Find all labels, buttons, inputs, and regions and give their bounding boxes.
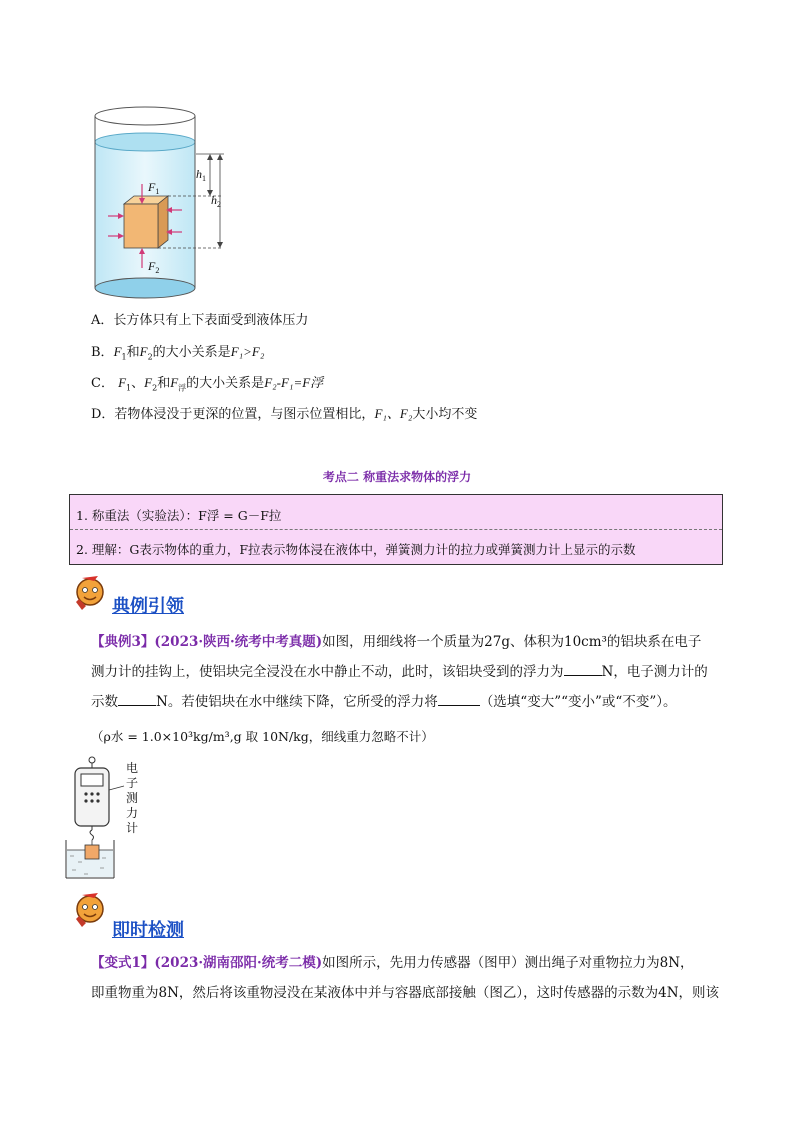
pencil-mascot-icon xyxy=(70,572,110,612)
option-c: C． $F_1$、$F_2$和$F_浮$的大小关系是F₂-F₁=F浮 xyxy=(91,375,324,393)
label-f2-sub: 2 xyxy=(155,266,160,275)
concept-box xyxy=(69,494,723,565)
example-line-2: 测力计的挂钩上，使铝块完全浸没在水中静止不动，此时，该铝块受到的浮力为 N，电子测力计的 xyxy=(91,664,708,680)
option-a: A．长方体只有上下表面受到液体压力 xyxy=(91,313,309,328)
variant-line-1: 【变式1】(2023·湖南邵阳·统考二模)如图所示，先用力传感器（图甲）测出绳子对重物拉力为8N， xyxy=(91,955,694,971)
label-h2: h xyxy=(211,193,217,207)
cube-side xyxy=(158,196,168,248)
answer-blank-3[interactable] xyxy=(438,692,480,706)
pencil-mascot-icon-2 xyxy=(70,889,110,929)
concept-line-2: 2. 理解：G表示物体的重力，F拉表示物体浸在液体中，弹簧测力计的拉力或弹簧测力计上显示的示数 xyxy=(76,542,636,557)
label-f1-sub: 1 xyxy=(155,187,160,196)
answer-blank-2[interactable] xyxy=(118,692,156,706)
container-bottom xyxy=(95,278,195,298)
label-h1-sub: 1 xyxy=(202,174,206,183)
svg-text:h1 xyxy=(196,167,206,183)
device-label: 电 子 测 力 计 xyxy=(125,761,138,835)
option-d-vars: F₁、F₂ xyxy=(374,406,413,421)
container-rim xyxy=(95,107,195,125)
electronic-force-meter-figure xyxy=(64,756,126,880)
example-line-1: 【典例3】(2023·陕西·统考中考真题)如图，用细线将一个质量为27g、体积为10cm³的铝块系在电子 xyxy=(91,634,702,650)
example-line-3: 示数 N。若使铝块在水中继续下降，它所受的浮力将 （选填“变大”“变小”或“不变”）。 xyxy=(91,694,677,710)
example-line-4: （ρ水 = 1.0×10³kg/m³,g 取 10N/kg，细线重力忽略不计） xyxy=(91,729,434,744)
option-b-formula: F₁>F₂ xyxy=(230,344,265,359)
variant-line-2: 即重物重为8N，然后将该重物浸没在某液体中并与容器底部接触（图乙），这时传感器的示数为4N，则该 xyxy=(91,985,720,1001)
example-title: 典例引领 xyxy=(112,596,184,617)
label-f2: F xyxy=(148,259,156,273)
concept-line-1: 1. 称重法（实验法）：F浮 = G－F拉 xyxy=(76,508,282,523)
variant-tag: 【变式1】(2023·湖南邵阳·统考二模) xyxy=(91,955,323,971)
svg-text:h2 xyxy=(211,193,221,209)
option-c-formula: F₂-F₁=F浮 xyxy=(264,375,324,390)
label-h1: h xyxy=(196,167,202,181)
answer-blank-1[interactable] xyxy=(564,662,602,676)
label-f1: F xyxy=(148,180,156,194)
cube-front xyxy=(124,204,158,248)
label-h2-sub: 2 xyxy=(217,200,221,209)
check-title: 即时检测 xyxy=(112,920,184,941)
buoyancy-cylinder-figure xyxy=(90,100,240,305)
water-surface xyxy=(95,133,195,151)
example-tag: 【典例3】(2023·陕西·统考中考真题) xyxy=(91,634,323,650)
section-heading: 考点二 称重法求物体的浮力 xyxy=(322,470,472,484)
option-b: B．$F_1$和$F_2$的大小关系是F₁>F₂ xyxy=(91,344,265,362)
option-d: D．若物体浸没于更深的位置，与图示位置相比，F₁、F₂大小均不变 xyxy=(91,406,478,422)
